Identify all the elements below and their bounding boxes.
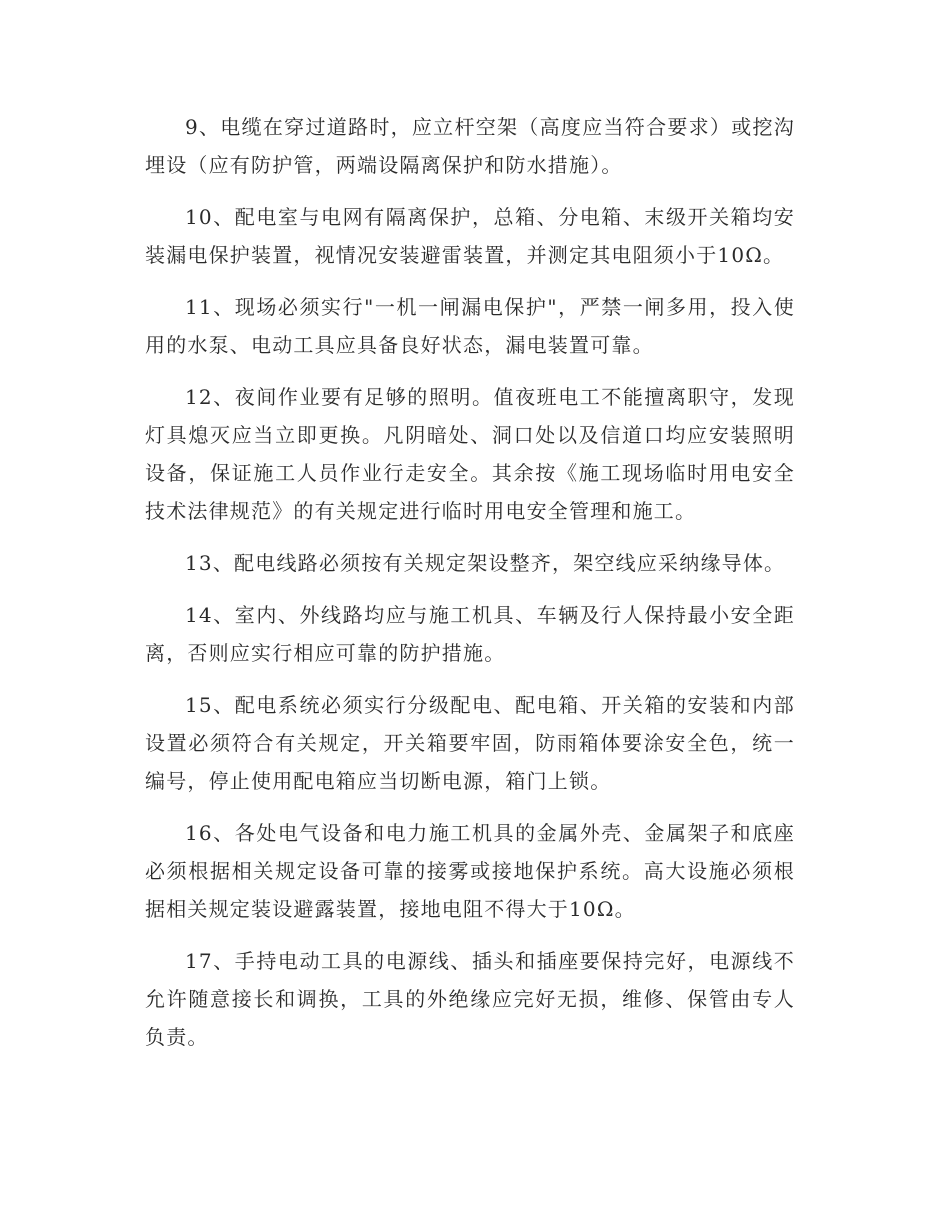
paragraph-item-14: 14、室内、外线路均应与施工机具、车辆及行人保持最小安全距离，否则应实行相应可靠的防护措施。 (145, 603, 795, 665)
paragraph-item-13: 13、配电线路必须按有关规定架设整齐，架空线应采纳缘导体。 (185, 551, 786, 575)
document-body (145, 108, 795, 1070)
paragraph-item-12: 12、夜间作业要有足够的照明。值夜班电工不能擅离职守，发现灯具熄灭应当立即更换。凡阴暗处、洞口处以及信道口均应安装照明设备，保证施工人员作业行走安全。其余按《施工现场临时用电安全技术法律规范》的有关规定进行临时用电安全管理和施工。 (145, 385, 795, 523)
paragraph-item-10: 10、配电室与电网有隔离保护，总箱、分电箱、末级开关箱均安装漏电保护装置，视情况安装避雷装置，并测定其电阻须小于10Ω。 (145, 205, 795, 267)
paragraph-item-16: 16、各处电气设备和电力施工机具的金属外壳、金属架子和底座必须根据相关规定设备可靠的接雾或接地保护系统。高大设施必须根据相关规定装设避露装置，接地电阻不得大于10Ω。 (145, 821, 795, 921)
paragraph-item-17: 17、手持电动工具的电源线、插头和插座要保持完好，电源线不允许随意接长和调换，工具的外绝缘应完好无损，维修、保管由专人负责。 (145, 949, 795, 1049)
paragraph-item-11: 11、现场必须实行"一机一闸漏电保护"，严禁一闸多用，投入使用的水泵、电动工具应具备良好状态，漏电装置可靠。 (145, 295, 795, 357)
paragraph-item-9: 9、电缆在穿过道路时，应立杆空架（高度应当符合要求）或挖沟埋设（应有防护管，两端设隔离保护和防水措施）。 (145, 115, 795, 177)
paragraph-item-15: 15、配电系统必须实行分级配电、配电箱、开关箱的安装和内部设置必须符合有关规定，开关箱要牢固，防雨箱体要涂安全色，统一编号，停止使用配电箱应当切断电源，箱门上锁。 (145, 693, 795, 793)
